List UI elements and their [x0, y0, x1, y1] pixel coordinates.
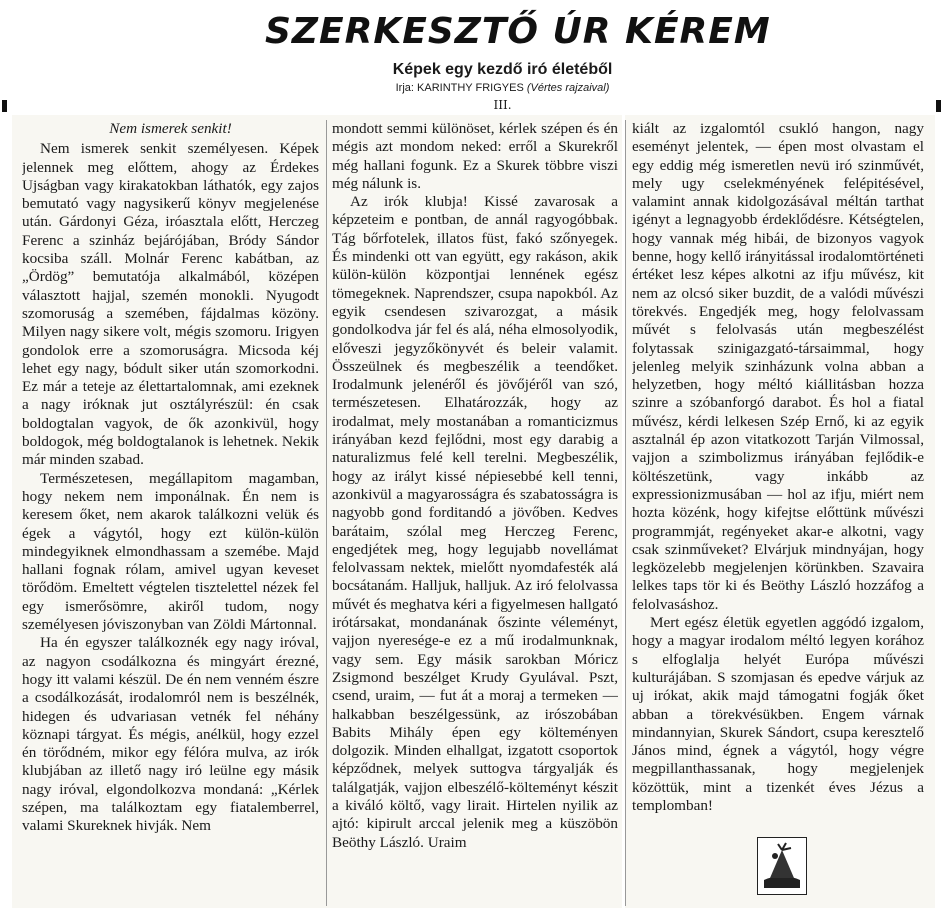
paragraph: kiált az izgalomtól csukló hangon, nagy eseményt jelentek, — épen most olvastam el egy eddig még ismeretlen nevü iró szinművét, mely ugy cselekményének felépitésével, valamint annak kidolgozásával méltán tarthat igényt a legnagyobb érdeklődésre. Kétségtelen, hogy vannak még hibái, de bizonyos vagyok benne, hogy kellő irányitással irodalomtörténeti értéket lesz képes alkotni az ifju művész, kit nem az olcsó siker buzdit, de a valódi művészi törekvés. Engedjék meg, hogy felolvassam művét s felolvasás után megbeszélést folytassak szinigazgató-társaimmal, hogy jelenleg melyik szinházunk volna abban a helyzetben, hogy méltó kiállitásban hozza szinre a szóbanforgó darabot. És hol a fiatal művész, kérdi lelkesen Szép Ernő, ki az egyik asztalnál ép azon vitatkozott Tarján Vilmossal, vajjon a szimbolizmus irányában fejlődik-e költészetünk, vagy inkább az expressionizmusában — hol az ifju, miért nem hozta közénk, hogy kifejtse előttünk művészi programmját, regényeket akar-e alkotni, vagy csak szinműveket? Elvárjuk mindnyájan, hogy legközelebb megjelenjen körünkben. Szavaira lelkes taps tör ki és Beöthy László hozzáfog a felolvasáshoz.	[632, 120, 924, 613]
paragraph: Nem ismerek senkit személyesen. Képek jelennek meg előttem, ahogy az Érdekes Ujságban vagy kirakatokban láthatók, egy zajos bemutató vagy nagysikerű könyv megjelenése után. Gárdonyi Géza, iróasztala előtt, Herczeg Ferenc a szinház bejárójában, Bródy Sándor kocsiba száll. Molnár Ferenc kabátban, az „Ördög” bemutatója alkalmából, középen választott hajjal, szemén monokli. Nyugodt szomoruság a szemében, fájdalmas közöny. Milyen nagy sikere volt, mégis szomoru. Irigyen gondolok erre a szomoruságra. Micsoda kéj lehet egy nagy, bódult siker után szomorkodni. Ez már a teteje az élettartalomnak, ami ezeknek a nagy iróknak jut osztályrészül: én csak boldogtalan vagyok, de ők azonkivül, hogy boldogok, még boldogtalanok is lehetnek. Nekik már minden szabad.	[22, 140, 319, 469]
paragraph: Ha én egyszer találkoznék egy nagy iróval, az nagyon csodálkozna és mingyárt érezné, hogy itt valami készül. De én nem venném észre a csodálkozását, irodalomról nem is beszélnék, hidegen és udvariasan vetnék fel néhány köznapi tárgyat. És mégis, anélkül, hogy ezzel én törődném, mikor egy félóra mulva, az irók klubjában az illető nagy iró leülne egy másik nagy iróval, elgondolkozva mondaná: „Kérlek szépen, ma találkoztam egy fiatalemberrel, valami Skureknek hivják. Nem	[22, 634, 319, 835]
column-2	[332, 120, 618, 906]
artist-vignette-icon	[757, 837, 807, 895]
byline	[330, 80, 675, 96]
right-marker	[936, 100, 941, 112]
column-rule-2	[625, 120, 626, 906]
byline-author: Irja: KARINTHY FRIGYES	[395, 82, 524, 94]
section-heading: Nem ismerek senkit!	[109, 120, 232, 137]
paragraph: mondott semmi különöset, kérlek szépen és én mégis azt mondom neked: erről a Skurekről még hallani fogunk. Ez a Skurek többre viszi még nálunk is.	[332, 120, 618, 192]
column-3	[632, 120, 924, 906]
byline-illustrations: (Vértes rajzaival)	[526, 82, 610, 94]
paragraph: Mert egész életük egyetlen aggódó izgalom, hogy a magyar irodalom méltó legyen korához s elfoglalja helyét Európa művészi kulturájában. S szomjasan és epedve várjuk az uj irókat, akik majd támogatni fogják őket abban a törekvésükben. Engem várnak mindannyian, Skurek Sándort, csupa keresztelő János mind, égnek a vágytól, hogy végre megpillanthassanak, hogy megjelenjek közöttük, mint a tizenkét éves Jézus a templomban!	[632, 614, 924, 814]
left-marker	[2, 100, 7, 112]
part-number: III.	[493, 98, 512, 112]
paragraph: Az irók klubja! Kissé zavarosak a képzeteim e pontban, de annál ragyogóbbak. Tág bőrfotelek, illatos füst, fakó szőnyegek. És mindenki ott van együtt, egy rakáson, akik külön-külön központjai lennének egész tömegeknek. Naprendszer, csupa napokból. Az egyik csendesen szivarozgat, a másik gondolkodva jár fel és alá, néha elmosolyodik, előveszi jegyzőkönyvét és beleir valamit. Összeülnek és megbeszélik a teendőket. Irodalmunk jelenéről és jövőjéről van szó, természetesen. Elhatározzák, hogy az irodalmat, mely mostanában a romanticizmus irányában kezd fejlődni, most egy darabig a naturalizmus felé kell terelni. Megbeszélik, hogy az irályt kissé népiesebbé kell tenni, azonkivül a magyarosságra és szabatosságra is nagyobb gond forditandó a jövőben. Kedves barátaim, szólal meg Herczeg Ferenc, engedjétek meg, hogy legujabb novellámat felolvassam nektek, mielőtt nyomdafesték alá bocsátanám. Halljuk, halljuk. Az iró felolvassa művét és meghatva kéri a figyelmesen hallgató irótársakat, mondanának őszinte véleményt, vajjon nyeresége-e ez a mű irodalmunknak, vagy sem. Egy másik sarokban Móricz Zsigmond beszélget Krudy Gyulával. Pszt, csend, uraim, — fut át a moraj a termeken — halkabban beszélgessünk, az irószobában Babits Mihály épen egy költeményen dolgozik. Minden elhallgat, izgatott csoportok képződnek, melyek suttogva tárgyalják és találgatják, vajjon elbeszélő-költeményt készit a kiváló költő, vagy lirait. Hirtelen nyilik az ajtó: kipirult arccal jelenik meg a küszöbön Beöthy László. Uraim	[332, 193, 618, 851]
column-rule-1	[326, 120, 327, 906]
column-1	[22, 120, 319, 906]
page-title: SZERKESZTŐ ÚR KÉREM	[265, 11, 771, 52]
paragraph: Természetesen, megállapitom magamban, hogy nekem nem imponálnak. Én nem is keresem őket, nem akarok találkozni velük és égek a vágytól, hogy ezt külön-külön mindegyiknek elmondhassam a szemébe. Majd hallani fognak rólam, amivel ugyan keveset törődöm. Emeltett végtelen tisztelettel nézek fel egy ismerősömre, akiről tudom, nogy személyesen jóviszonyban van Zöldi Mártonnal.	[22, 469, 319, 634]
subtitle: Képek egy kezdő iró életéből	[392, 61, 613, 78]
